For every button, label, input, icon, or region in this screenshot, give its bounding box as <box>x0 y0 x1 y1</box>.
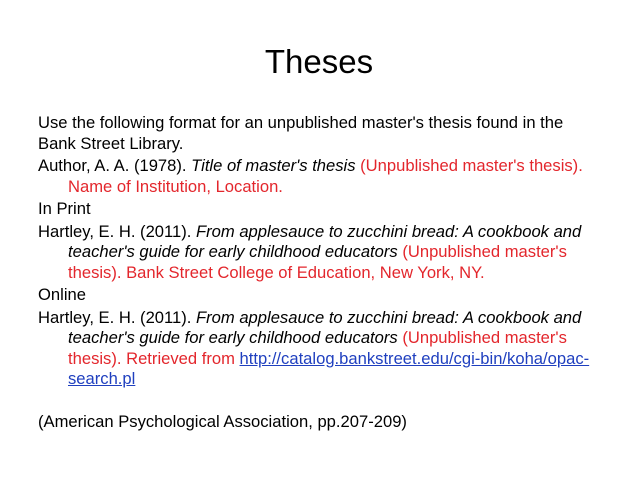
online-example <box>38 308 598 390</box>
spacer <box>38 392 598 412</box>
online-title: From applesauce to zucchini bread: A cookbook and teacher's guide for early childhood educators <box>68 307 582 347</box>
slide-title: Theses <box>264 43 374 80</box>
format-institution: Name of Institution, Location. <box>68 176 283 196</box>
intro-text: Use the following format for an unpublished master's thesis found in the Bank Street Library. <box>38 113 564 153</box>
online-heading: Online <box>38 285 86 304</box>
format-title: Title of master's thesis <box>191 156 356 175</box>
online-author: Hartley, E. H. (2011). <box>38 307 196 327</box>
print-title: From applesauce to zucchini bread: A cookbook and teacher's guide for early childhood educators <box>68 221 582 261</box>
format-type: (Unpublished master's thesis). <box>355 156 583 175</box>
format-author: Author, A. A. (1978). <box>38 156 192 175</box>
catalog-link[interactable]: http://catalog.bankstreet.edu/cgi-bin/koha/opac-search.pl <box>68 348 590 388</box>
format-template <box>38 156 598 197</box>
print-heading: In Print <box>38 199 91 218</box>
source-citation: (American Psychological Association, pp.207-209) <box>38 411 407 431</box>
print-author: Hartley, E. H. (2011). <box>38 221 196 241</box>
print-type: (Unpublished master's thesis). Bank Street College of Education, New York, NY. <box>68 242 567 282</box>
slide-content <box>38 113 598 434</box>
print-example <box>38 222 598 284</box>
online-type: (Unpublished master's thesis). Retrieved from <box>68 328 567 368</box>
